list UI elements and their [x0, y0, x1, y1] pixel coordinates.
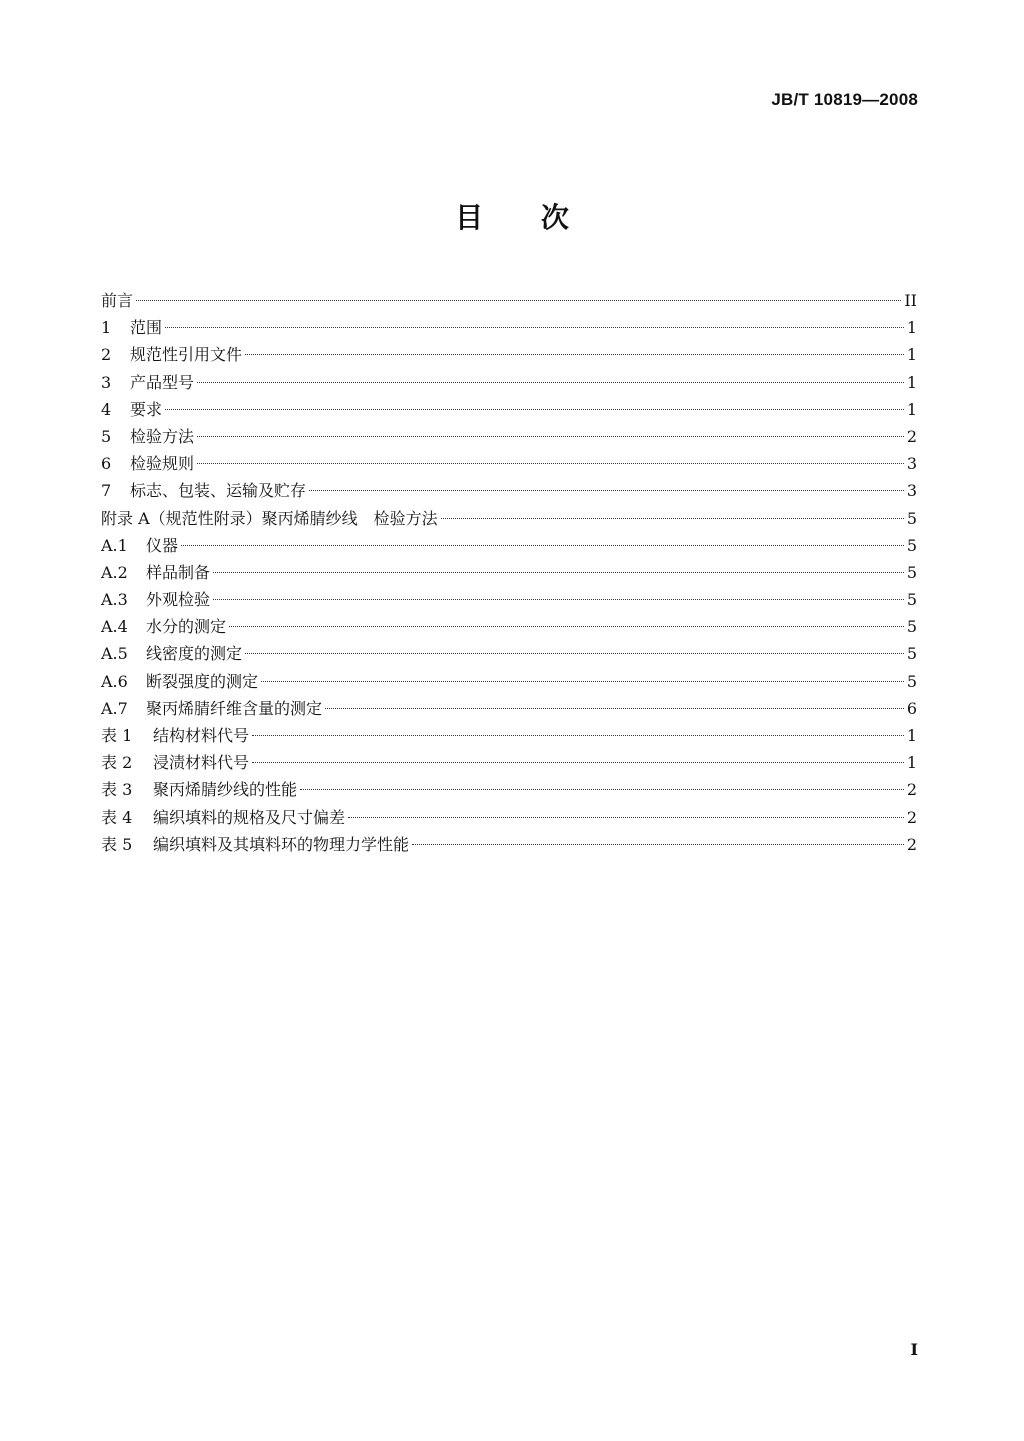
toc-entry-page: 2: [906, 834, 917, 854]
toc-entry-number: 7: [101, 481, 112, 501]
toc-entry-number: A.3: [101, 590, 128, 610]
dot-leader: [197, 382, 904, 383]
dot-leader: [245, 653, 904, 654]
toc-entry-page: 3: [906, 481, 917, 501]
toc-entry[interactable]: [101, 423, 917, 450]
dot-leader: [165, 327, 904, 328]
toc-entry-label: 范围: [130, 318, 163, 338]
toc-entry-label: 浸渍材料代号: [153, 753, 250, 773]
toc-entry[interactable]: [101, 586, 917, 613]
toc-entry[interactable]: [101, 369, 917, 396]
toc-entry-page: 1: [906, 318, 917, 338]
toc-entry-page: 2: [906, 426, 917, 446]
page-number: I: [910, 1340, 918, 1359]
toc-entry-number: 1: [101, 318, 112, 338]
dot-leader: [348, 817, 904, 818]
toc-entry-label: 标志、包装、运输及贮存: [130, 481, 307, 501]
dot-leader: [261, 681, 904, 682]
toc-entry[interactable]: [101, 477, 917, 504]
toc-entry-page: 1: [906, 372, 917, 392]
toc-entry-label: 样品制备: [146, 562, 211, 582]
toc-entry-label: 规范性引用文件: [130, 345, 243, 365]
toc-entry-page: 1: [906, 345, 917, 365]
toc-entry-page: 5: [906, 590, 917, 610]
toc-entry-page: 5: [906, 535, 917, 555]
toc-entry-label: 检验规则: [130, 454, 195, 474]
table-of-contents: [101, 287, 917, 858]
toc-entry-label: 水分的测定: [146, 617, 227, 637]
dot-leader: [197, 436, 904, 437]
toc-entry-page: 3: [906, 454, 917, 474]
toc-entry-number: A.5: [101, 644, 128, 664]
toc-entry[interactable]: [101, 776, 917, 803]
toc-entry-label: 聚丙烯腈纱线的性能: [153, 780, 298, 800]
dot-leader: [213, 572, 904, 573]
toc-entry[interactable]: [101, 450, 917, 477]
toc-entry-number: 4: [101, 399, 112, 419]
toc-entry-page: 1: [906, 726, 917, 745]
toc-entry[interactable]: [101, 668, 917, 695]
toc-entry-page: 5: [906, 617, 917, 637]
toc-entry[interactable]: [101, 613, 917, 640]
toc-entry-label: 聚丙烯腈纤维含量的测定: [146, 698, 323, 718]
toc-entry-page: 2: [906, 780, 917, 800]
toc-entry-label: 外观检验: [146, 590, 211, 610]
toc-entry-number: 表 3: [101, 780, 133, 800]
toc-entry[interactable]: [101, 695, 917, 722]
toc-entry-label: 附录 A（规范性附录）聚丙烯腈纱线 检验方法: [101, 508, 438, 528]
toc-entry-number: 表 2: [101, 753, 133, 773]
toc-entry-label: 断裂强度的测定: [146, 671, 259, 691]
dot-leader: [229, 626, 904, 627]
toc-entry[interactable]: [101, 804, 917, 831]
dot-leader: [245, 354, 904, 355]
toc-entry-label: 编织填料及其填料环的物理力学性能: [153, 834, 410, 854]
dot-leader: [441, 518, 904, 519]
dot-leader: [197, 463, 904, 464]
toc-entry[interactable]: [101, 532, 917, 559]
toc-entry-number: A.2: [101, 562, 128, 582]
dot-leader: [181, 545, 904, 546]
toc-entry[interactable]: [101, 749, 917, 776]
dot-leader: [325, 708, 904, 709]
toc-entry[interactable]: [101, 314, 917, 341]
dot-leader: [213, 599, 904, 600]
toc-entry[interactable]: [101, 396, 917, 423]
toc-entry-page: 5: [906, 671, 917, 691]
toc-entry-page: 6: [906, 698, 917, 718]
toc-entry-label: 线密度的测定: [146, 644, 243, 664]
toc-entry-annex[interactable]: [101, 505, 917, 532]
toc-entry-label: 检验方法: [130, 426, 195, 446]
dot-leader: [136, 300, 901, 301]
toc-entry-number: 表 4: [101, 807, 133, 827]
toc-entry-label: 结构材料代号: [153, 726, 250, 745]
toc-entry[interactable]: [101, 559, 917, 586]
dot-leader: [252, 762, 904, 763]
dot-leader: [309, 490, 904, 491]
toc-entry[interactable]: [101, 287, 917, 314]
toc-entry-label: 前言: [101, 291, 134, 310]
toc-entry-number: A.7: [101, 698, 128, 718]
toc-entry[interactable]: [101, 341, 917, 368]
page-title: 目 次: [455, 201, 569, 234]
toc-entry-page: 5: [906, 508, 917, 528]
dot-leader: [300, 789, 904, 790]
toc-entry-label: 仪器: [146, 535, 179, 555]
dot-leader: [412, 844, 904, 845]
dot-leader: [165, 409, 904, 410]
toc-entry-label: 编织填料的规格及尺寸偏差: [153, 807, 346, 827]
dot-leader: [252, 735, 904, 736]
toc-entry-page: 1: [906, 753, 917, 773]
toc-entry-number: 2: [101, 345, 112, 365]
toc-entry-number: 表 5: [101, 834, 133, 854]
toc-entry-number: 表 1: [101, 726, 133, 745]
toc-entry-number: A.4: [101, 617, 128, 637]
toc-entry-label: 要求: [130, 399, 163, 419]
toc-entry-label: 产品型号: [130, 372, 195, 392]
toc-entry[interactable]: [101, 831, 917, 858]
toc-entry[interactable]: [101, 640, 917, 667]
toc-entry[interactable]: [101, 722, 917, 749]
standard-code: JB/T 10819—2008: [771, 90, 918, 109]
toc-entry-number: A.6: [101, 671, 128, 691]
toc-entry-number: A.1: [101, 535, 128, 555]
toc-entry-page: 5: [906, 644, 917, 664]
toc-entry-number: 5: [101, 426, 112, 446]
toc-entry-number: 6: [101, 454, 112, 474]
toc-entry-number: 3: [101, 372, 112, 392]
toc-entry-page: 2: [906, 807, 917, 827]
toc-entry-page: 1: [906, 399, 917, 419]
toc-entry-page: II: [904, 291, 917, 310]
toc-entry-page: 5: [906, 562, 917, 582]
